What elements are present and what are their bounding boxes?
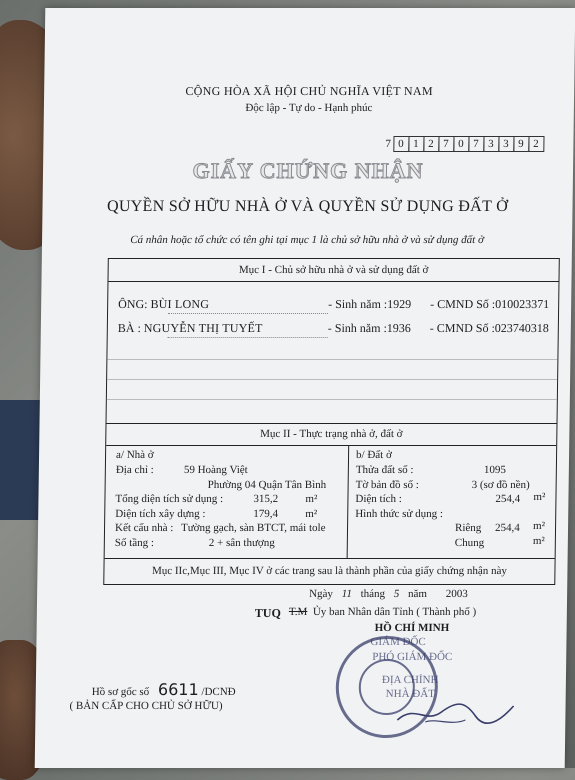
stamp-text-4: NHÀ ĐẤT bbox=[385, 688, 436, 700]
plot-label: Thửa đất số : bbox=[355, 464, 414, 476]
owner-2-birth: - Sinh năm :1936 bbox=[327, 321, 411, 335]
owner-2-prefix: BÀ : bbox=[117, 321, 141, 335]
serial-digit: 2 bbox=[423, 136, 439, 152]
owner-1-prefix: ÔNG: bbox=[118, 297, 148, 311]
serial-digit: 9 bbox=[513, 136, 529, 152]
certificate-paper bbox=[35, 8, 575, 768]
date-day: 11 bbox=[341, 588, 352, 600]
total-area-unit: m² bbox=[305, 493, 318, 505]
record-suffix: /DCNĐ bbox=[201, 686, 236, 698]
authority: Ủy ban Nhân dân Tỉnh ( Thành phố ) bbox=[312, 606, 477, 618]
shared-unit: m² bbox=[532, 535, 545, 547]
certificate-subtitle: QUYỀN SỞ HỮU NHÀ Ở VÀ QUYỀN SỬ DỤNG ĐẤT Ở bbox=[106, 198, 509, 215]
house-address-label: Địa chỉ : bbox=[115, 464, 154, 476]
record-line bbox=[92, 680, 236, 699]
certificate-title: GIẤY CHỨNG NHẬN bbox=[192, 158, 424, 183]
owner-1-name: BÙI LONG bbox=[150, 297, 210, 311]
house-address-line2: Phường 04 Quận Tân Bình bbox=[207, 479, 327, 491]
floors-label: Số tầng : bbox=[114, 537, 155, 549]
house-address-line1: 59 Hoàng Việt bbox=[183, 464, 248, 476]
floors-value: 2 + sân thượng bbox=[208, 537, 275, 549]
map-value: 3 (sơ đồ nền) bbox=[471, 479, 530, 491]
stamp-text-2: PHÓ GIÁM ĐỐC bbox=[372, 651, 453, 663]
build-area-label: Diện tích xây dựng : bbox=[115, 508, 206, 520]
private-value: 254,4 bbox=[494, 522, 520, 534]
serial-number bbox=[385, 136, 544, 152]
plot-value: 1095 bbox=[483, 464, 506, 476]
country-heading: CỘNG HÒA XÃ HỘI CHỦ NGHĨA VIỆT NAM bbox=[185, 84, 433, 98]
serial-digit: 0 bbox=[453, 136, 469, 152]
details-table bbox=[103, 258, 560, 585]
map-label: Tờ bản đồ số : bbox=[355, 479, 419, 491]
owner-row-2 bbox=[118, 321, 263, 336]
date-year-label: năm bbox=[408, 588, 428, 600]
stamp-text-1: GIÁM ĐỐC bbox=[370, 636, 426, 648]
section-footer-note: Mục IIc,Mục III, Mục IV ở các trang sau là thành phần của giấy chứng nhận này bbox=[104, 558, 554, 583]
owner-row-1 bbox=[118, 297, 209, 312]
background-clothing bbox=[0, 400, 40, 520]
serial-digit: 7 bbox=[438, 136, 454, 152]
private-unit: m² bbox=[532, 520, 546, 532]
private-label: Riêng bbox=[454, 522, 482, 534]
tuq: TUQ bbox=[254, 606, 281, 620]
handwritten-signature bbox=[395, 698, 515, 728]
serial-digit: 0 bbox=[393, 136, 409, 152]
land-area-label: Diện tích : bbox=[355, 493, 402, 505]
serial-digit: 7 bbox=[468, 136, 484, 152]
owner-2-name: NGUYỄN THỊ TUYẾT bbox=[143, 321, 263, 335]
shared-label: Chung bbox=[454, 537, 485, 549]
structure-value: Tường gạch, sàn BTCT, mái tole bbox=[180, 522, 326, 534]
serial-digit: 1 bbox=[408, 136, 424, 152]
structure-label: Kết cấu nhà : bbox=[114, 522, 174, 534]
date-year: 2003 bbox=[445, 588, 468, 600]
serial-digit: 2 bbox=[528, 136, 544, 152]
serial-digit: 3 bbox=[483, 136, 499, 152]
serial-lead: 7 bbox=[385, 138, 391, 150]
date-month: 5 bbox=[393, 588, 400, 600]
owner-1-id: - CMND Số :010023371 bbox=[430, 297, 550, 311]
date-month-label: tháng bbox=[360, 588, 386, 600]
motto: Độc lập - Tự do - Hạnh phúc bbox=[245, 102, 373, 114]
section2-title: Mục II - Thực trạng nhà ở, đất ở bbox=[106, 423, 556, 446]
record-label: Hồ sơ gốc số bbox=[91, 686, 150, 698]
land-area-value: 254,4 bbox=[495, 493, 521, 505]
usage-label: Hình thức sử dụng : bbox=[355, 508, 444, 520]
total-area-label: Tổng diện tích sử dụng : bbox=[115, 493, 224, 505]
total-area-value: 315,2 bbox=[253, 493, 279, 505]
city: HỒ CHÍ MINH bbox=[374, 622, 450, 634]
serial-digits bbox=[394, 136, 544, 152]
section1-title: Mục I - Chủ sở hữu nhà ở và sử dụng đất ở bbox=[108, 259, 558, 282]
build-area-unit: m² bbox=[305, 508, 318, 520]
house-heading: a/ Nhà ở bbox=[115, 449, 154, 461]
serial-digit: 3 bbox=[498, 136, 514, 152]
record-note: ( BẢN CẤP CHO CHỦ SỞ HỮU) bbox=[69, 700, 223, 712]
date-prefix: Ngày bbox=[309, 588, 334, 600]
owner-2-id: - CMND Số :023740318 bbox=[429, 321, 549, 335]
build-area-value: 179,4 bbox=[253, 508, 279, 520]
date-line bbox=[309, 588, 468, 600]
tm: T.M bbox=[288, 606, 308, 618]
intro-text: Cá nhân hoặc tổ chức có tên ghi tại mục 1 là chủ sở hữu nhà ở và sử dụng đất ở bbox=[130, 234, 484, 246]
owner-1-birth: - Sinh năm :1929 bbox=[328, 297, 412, 311]
record-number: 6611 bbox=[157, 680, 199, 699]
stamp-text-3: ĐỊA CHÍNH bbox=[381, 674, 439, 686]
land-heading: b/ Đất ở bbox=[355, 449, 392, 461]
land-area-unit: m² bbox=[533, 491, 546, 503]
